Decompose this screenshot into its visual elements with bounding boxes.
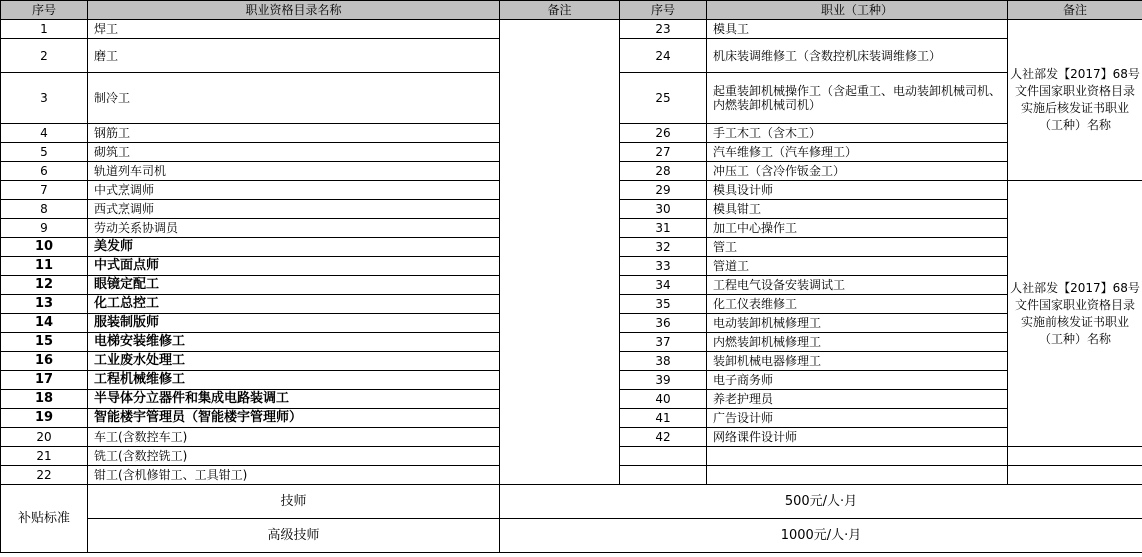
row-number: 32 — [620, 238, 707, 257]
row-number: 4 — [1, 124, 88, 143]
row-number: 10 — [1, 238, 88, 257]
row-number: 35 — [620, 295, 707, 314]
job-name — [707, 466, 1008, 485]
note-group-2: 人社部发【2017】68号文件国家职业资格目录实施前核发证书职业（工种）名称 — [1008, 181, 1142, 447]
occupation-name: 铣工(含数控铣工) — [88, 447, 500, 466]
row-number: 1 — [1, 20, 88, 39]
row-number: 18 — [1, 390, 88, 409]
header-job: 职业（工种） — [707, 1, 1008, 20]
occupation-name: 制冷工 — [88, 73, 500, 124]
row-number: 12 — [1, 276, 88, 295]
row-number: 16 — [1, 352, 88, 371]
job-name: 机床装调维修工（含数控机床装调维修工） — [707, 39, 1008, 73]
occupation-name: 化工总控工 — [88, 295, 500, 314]
note-group-1: 人社部发【2017】68号文件国家职业资格目录实施后核发证书职业（工种）名称 — [1008, 20, 1142, 181]
occupation-name: 劳动关系协调员 — [88, 219, 500, 238]
subsidy-level-amount: 1000元/人·月 — [500, 519, 1142, 553]
job-name: 模具工 — [707, 20, 1008, 39]
occupation-name: 中式面点师 — [88, 257, 500, 276]
occupation-name: 眼镜定配工 — [88, 276, 500, 295]
occupation-name: 中式烹调师 — [88, 181, 500, 200]
note-blank — [1008, 466, 1142, 485]
occupation-name: 美发师 — [88, 238, 500, 257]
occupation-name: 电梯安装维修工 — [88, 333, 500, 352]
row-number: 37 — [620, 333, 707, 352]
subsidy-level-title: 技师 — [88, 485, 500, 519]
occupation-name: 半导体分立器件和集成电路装调工 — [88, 390, 500, 409]
row-number: 2 — [1, 39, 88, 73]
occupation-name: 磨工 — [88, 39, 500, 73]
row-number: 6 — [1, 162, 88, 181]
header-row — [1, 1, 1142, 20]
subsidy-label: 补贴标准 — [1, 485, 88, 553]
row-number: 23 — [620, 20, 707, 39]
job-name: 内燃装卸机械修理工 — [707, 333, 1008, 352]
occupation-name: 智能楼宇管理员（智能楼宇管理师） — [88, 409, 500, 428]
row-number: 14 — [1, 314, 88, 333]
row-number: 27 — [620, 143, 707, 162]
note-blank — [500, 20, 620, 485]
row-number: 13 — [1, 295, 88, 314]
row-number: 26 — [620, 124, 707, 143]
subsidy-level-amount: 500元/人·月 — [500, 485, 1142, 519]
job-name: 加工中心操作工 — [707, 219, 1008, 238]
row-number: 15 — [1, 333, 88, 352]
header-seq-2: 序号 — [620, 1, 707, 20]
row-number: 7 — [1, 181, 88, 200]
row-number: 25 — [620, 73, 707, 124]
row-number: 8 — [1, 200, 88, 219]
row-number: 39 — [620, 371, 707, 390]
header-seq: 序号 — [1, 1, 88, 20]
row-number: 38 — [620, 352, 707, 371]
job-name: 起重装卸机械操作工（含起重工、电动装卸机械司机、内燃装卸机械司机） — [707, 73, 1008, 124]
occupation-name: 西式烹调师 — [88, 200, 500, 219]
row-number: 28 — [620, 162, 707, 181]
row-number: 22 — [1, 466, 88, 485]
job-name — [707, 447, 1008, 466]
job-name: 管工 — [707, 238, 1008, 257]
subsidy-row — [1, 485, 1142, 519]
occupation-name: 轨道列车司机 — [88, 162, 500, 181]
row-number: 33 — [620, 257, 707, 276]
header-note: 备注 — [500, 1, 620, 20]
row-number: 42 — [620, 428, 707, 447]
row-number — [620, 466, 707, 485]
row-number: 11 — [1, 257, 88, 276]
occupation-name: 砌筑工 — [88, 143, 500, 162]
job-name: 汽车维修工（汽车修理工） — [707, 143, 1008, 162]
occupation-name: 焊工 — [88, 20, 500, 39]
row-number: 17 — [1, 371, 88, 390]
note-blank — [1008, 447, 1142, 466]
occupation-name: 服装制版师 — [88, 314, 500, 333]
subsidy-level-title: 高级技师 — [88, 519, 500, 553]
row-number: 21 — [1, 447, 88, 466]
job-name: 广告设计师 — [707, 409, 1008, 428]
job-name: 网络课件设计师 — [707, 428, 1008, 447]
table-row — [1, 20, 1142, 39]
job-name: 管道工 — [707, 257, 1008, 276]
row-number: 20 — [1, 428, 88, 447]
row-number: 36 — [620, 314, 707, 333]
occupation-name: 工业废水处理工 — [88, 352, 500, 371]
row-number: 5 — [1, 143, 88, 162]
row-number: 9 — [1, 219, 88, 238]
occupation-name: 钳工(含机修钳工、工具钳工) — [88, 466, 500, 485]
row-number: 34 — [620, 276, 707, 295]
job-name: 手工木工（含木工） — [707, 124, 1008, 143]
row-number — [620, 447, 707, 466]
row-number: 31 — [620, 219, 707, 238]
job-name: 养老护理员 — [707, 390, 1008, 409]
job-name: 冲压工（含冷作钣金工） — [707, 162, 1008, 181]
job-name: 电子商务师 — [707, 371, 1008, 390]
job-name: 装卸机械电器修理工 — [707, 352, 1008, 371]
row-number: 30 — [620, 200, 707, 219]
row-number: 40 — [620, 390, 707, 409]
job-name: 工程电气设备安装调试工 — [707, 276, 1008, 295]
job-name: 模具钳工 — [707, 200, 1008, 219]
row-number: 3 — [1, 73, 88, 124]
row-number: 19 — [1, 409, 88, 428]
occupation-name: 车工(含数控车工) — [88, 428, 500, 447]
occupation-name: 钢筋工 — [88, 124, 500, 143]
row-number: 29 — [620, 181, 707, 200]
header-note-2: 备注 — [1008, 1, 1142, 20]
subsidy-row — [1, 519, 1142, 553]
row-number: 24 — [620, 39, 707, 73]
row-number: 41 — [620, 409, 707, 428]
job-name: 模具设计师 — [707, 181, 1008, 200]
job-name: 电动装卸机械修理工 — [707, 314, 1008, 333]
occupation-name: 工程机械维修工 — [88, 371, 500, 390]
job-name: 化工仪表维修工 — [707, 295, 1008, 314]
header-name: 职业资格目录名称 — [88, 1, 500, 20]
